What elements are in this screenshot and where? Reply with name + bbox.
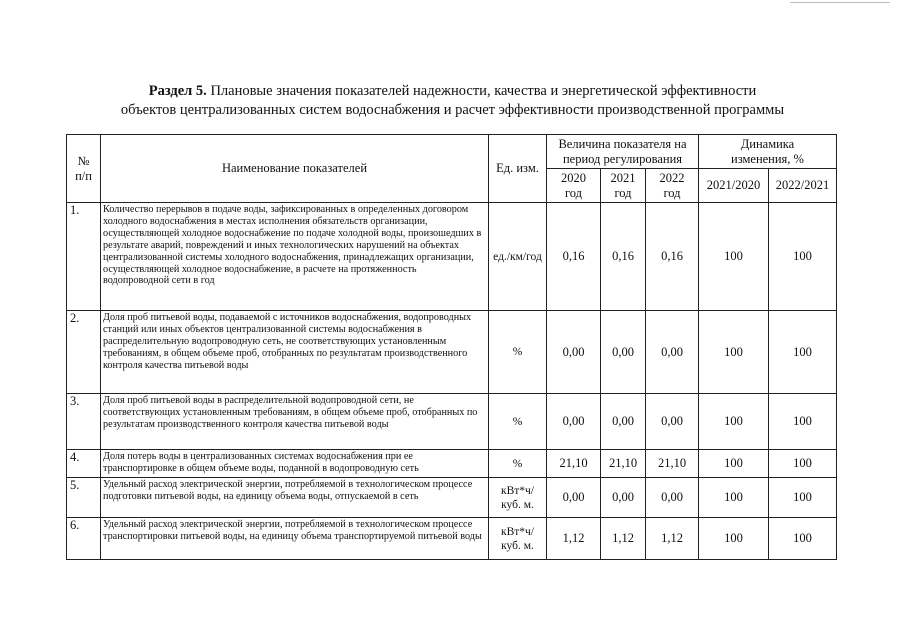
row-unit-line1: % xyxy=(512,457,523,470)
heading-line-2: объектов централизованных систем водоснабжения и расчет эффективности производственной программы xyxy=(120,102,785,118)
row-unit-line1: кВт*ч/ xyxy=(500,484,534,497)
row-value-2022: 1,12 xyxy=(646,518,699,560)
row-unit xyxy=(489,478,547,518)
row-unit-line1: % xyxy=(512,346,523,358)
table-row xyxy=(67,478,837,518)
header-year-2022 xyxy=(646,169,699,203)
header-year-2021-line1: 2021 xyxy=(610,170,636,185)
row-num: 2. xyxy=(67,311,101,394)
row-name: Доля потерь воды в централизованных системах водоснабжения при ее транспортировке в общем объеме воды, поданной в водопроводную сеть xyxy=(101,450,489,478)
row-unit xyxy=(489,311,547,394)
row-unit-line1: % xyxy=(512,415,523,428)
row-dyn-2021-2020: 100 xyxy=(699,450,769,478)
heading-line-1 xyxy=(0,82,905,101)
row-unit xyxy=(489,450,547,478)
header-dynamics-line1: Динамика xyxy=(740,136,795,151)
row-value-2020: 1,12 xyxy=(547,518,601,560)
row-dyn-2021-2020: 100 xyxy=(699,394,769,450)
row-dyn-2021-2020: 100 xyxy=(699,518,769,560)
header-value-line1: Величина показателя на xyxy=(558,136,687,151)
row-dyn-2022-2021: 100 xyxy=(769,203,837,311)
row-name: Удельный расход электрической энергии, потребляемой в технологическом процессе подготовки питьевой воды, на единицу объема воды, отпускаемой в сеть xyxy=(101,478,489,518)
row-value-2022: 0,00 xyxy=(646,394,699,450)
row-name: Количество перерывов в подаче воды, зафиксированных в определенных договором холодного водоснабжения в местах исполнения обязательств организации, осуществляющей холодное водоснабжение по подаче холодной воды, произошедших в результате аварий, повреждений и иных технологических нарушений на объектах централизованной системы холодного водоснабжения, принадлежащих организации, осуществляющей холодное водоснабжение, в расчете на протяженность водопроводной сети в год xyxy=(101,203,489,311)
header-dyn-2022-2021: 2022/2021 xyxy=(769,169,837,203)
row-unit xyxy=(489,518,547,560)
section-heading xyxy=(0,82,905,120)
header-dyn-2021-2020: 2021/2020 xyxy=(699,169,769,203)
row-value-2022: 0,16 xyxy=(646,203,699,311)
table-row xyxy=(67,203,837,311)
top-edge-rule xyxy=(790,2,890,3)
row-value-2020: 0,16 xyxy=(547,203,601,311)
row-name: Доля проб питьевой воды, подаваемой с источников водоснабжения, водопроводных станций или иных объектов централизованной системы водоснабжения в распределительную водопроводную сеть, не соответствующих установленным требованиям, в общем объеме проб, отобранных по результатам производственного контроля качества питьевой воды xyxy=(101,311,489,394)
row-unit-line1: ед./км/год xyxy=(493,250,542,263)
indicators-table xyxy=(66,134,837,560)
row-dyn-2021-2020: 100 xyxy=(699,478,769,518)
row-num: 4. xyxy=(67,450,101,478)
row-value-2020: 21,10 xyxy=(547,450,601,478)
row-value-2021: 0,00 xyxy=(601,311,646,394)
header-num xyxy=(67,135,101,203)
row-value-2020: 0,00 xyxy=(547,394,601,450)
row-unit-line1: кВт*ч/ xyxy=(500,525,534,538)
row-value-2022: 0,00 xyxy=(646,478,699,518)
row-dyn-2022-2021: 100 xyxy=(769,518,837,560)
row-dyn-2021-2020: 100 xyxy=(699,203,769,311)
row-value-2021: 0,16 xyxy=(601,203,646,311)
row-value-2020: 0,00 xyxy=(547,478,601,518)
row-unit xyxy=(489,394,547,450)
row-dyn-2022-2021: 100 xyxy=(769,478,837,518)
row-num: 3. xyxy=(67,394,101,450)
row-value-2022: 0,00 xyxy=(646,311,699,394)
header-dynamics-group xyxy=(699,135,837,169)
row-name: Доля проб питьевой воды в распределительной водопроводной сети, не соответствующих установленным требованиям, в общем объеме проб, отобранных по результатам производственного контроля качества питьевой воды xyxy=(101,394,489,450)
header-year-2020 xyxy=(547,169,601,203)
header-num-line2: п/п xyxy=(75,168,92,183)
header-value-group xyxy=(547,135,699,169)
header-name: Наименование показателей xyxy=(101,135,489,203)
table-row xyxy=(67,394,837,450)
row-value-2021: 21,10 xyxy=(601,450,646,478)
row-unit-line2: куб. м. xyxy=(501,539,534,552)
row-value-2020: 0,00 xyxy=(547,311,601,394)
row-value-2021: 1,12 xyxy=(601,518,646,560)
header-dynamics-line2: изменения, % xyxy=(731,151,804,166)
header-unit: Ед. изм. xyxy=(489,135,547,203)
row-num: 5. xyxy=(67,478,101,518)
row-dyn-2022-2021: 100 xyxy=(769,311,837,394)
header-year-2020-line1: 2020 xyxy=(561,170,586,185)
table-row xyxy=(67,518,837,560)
header-year-2020-line2: год xyxy=(564,185,583,200)
header-year-2022-line1: 2022 xyxy=(659,170,685,185)
header-value-line2: период регулирования xyxy=(562,151,683,166)
row-value-2021: 0,00 xyxy=(601,394,646,450)
row-dyn-2022-2021: 100 xyxy=(769,450,837,478)
header-num-line1: № xyxy=(77,153,90,168)
header-year-2021-line2: год xyxy=(614,185,632,200)
header-year-2022-line2: год xyxy=(663,185,681,200)
row-dyn-2021-2020: 100 xyxy=(699,311,769,394)
row-unit xyxy=(489,203,547,311)
row-unit-line2: куб. м. xyxy=(501,498,534,511)
table-row xyxy=(67,311,837,394)
section-number: Раздел 5. xyxy=(148,83,207,99)
row-name: Удельный расход электрической энергии, потребляемой в технологическом процессе транспортировки питьевой воды, на единицу объема транспортируемой питьевой воды xyxy=(101,518,489,560)
table-row xyxy=(67,450,837,478)
row-num: 1. xyxy=(67,203,101,311)
row-dyn-2022-2021: 100 xyxy=(769,394,837,450)
header-year-2021 xyxy=(601,169,646,203)
row-value-2022: 21,10 xyxy=(646,450,699,478)
row-num: 6. xyxy=(67,518,101,560)
row-value-2021: 0,00 xyxy=(601,478,646,518)
heading-line-1-text: Плановые значения показателей надежности, качества и энергетической эффективности xyxy=(206,83,757,99)
